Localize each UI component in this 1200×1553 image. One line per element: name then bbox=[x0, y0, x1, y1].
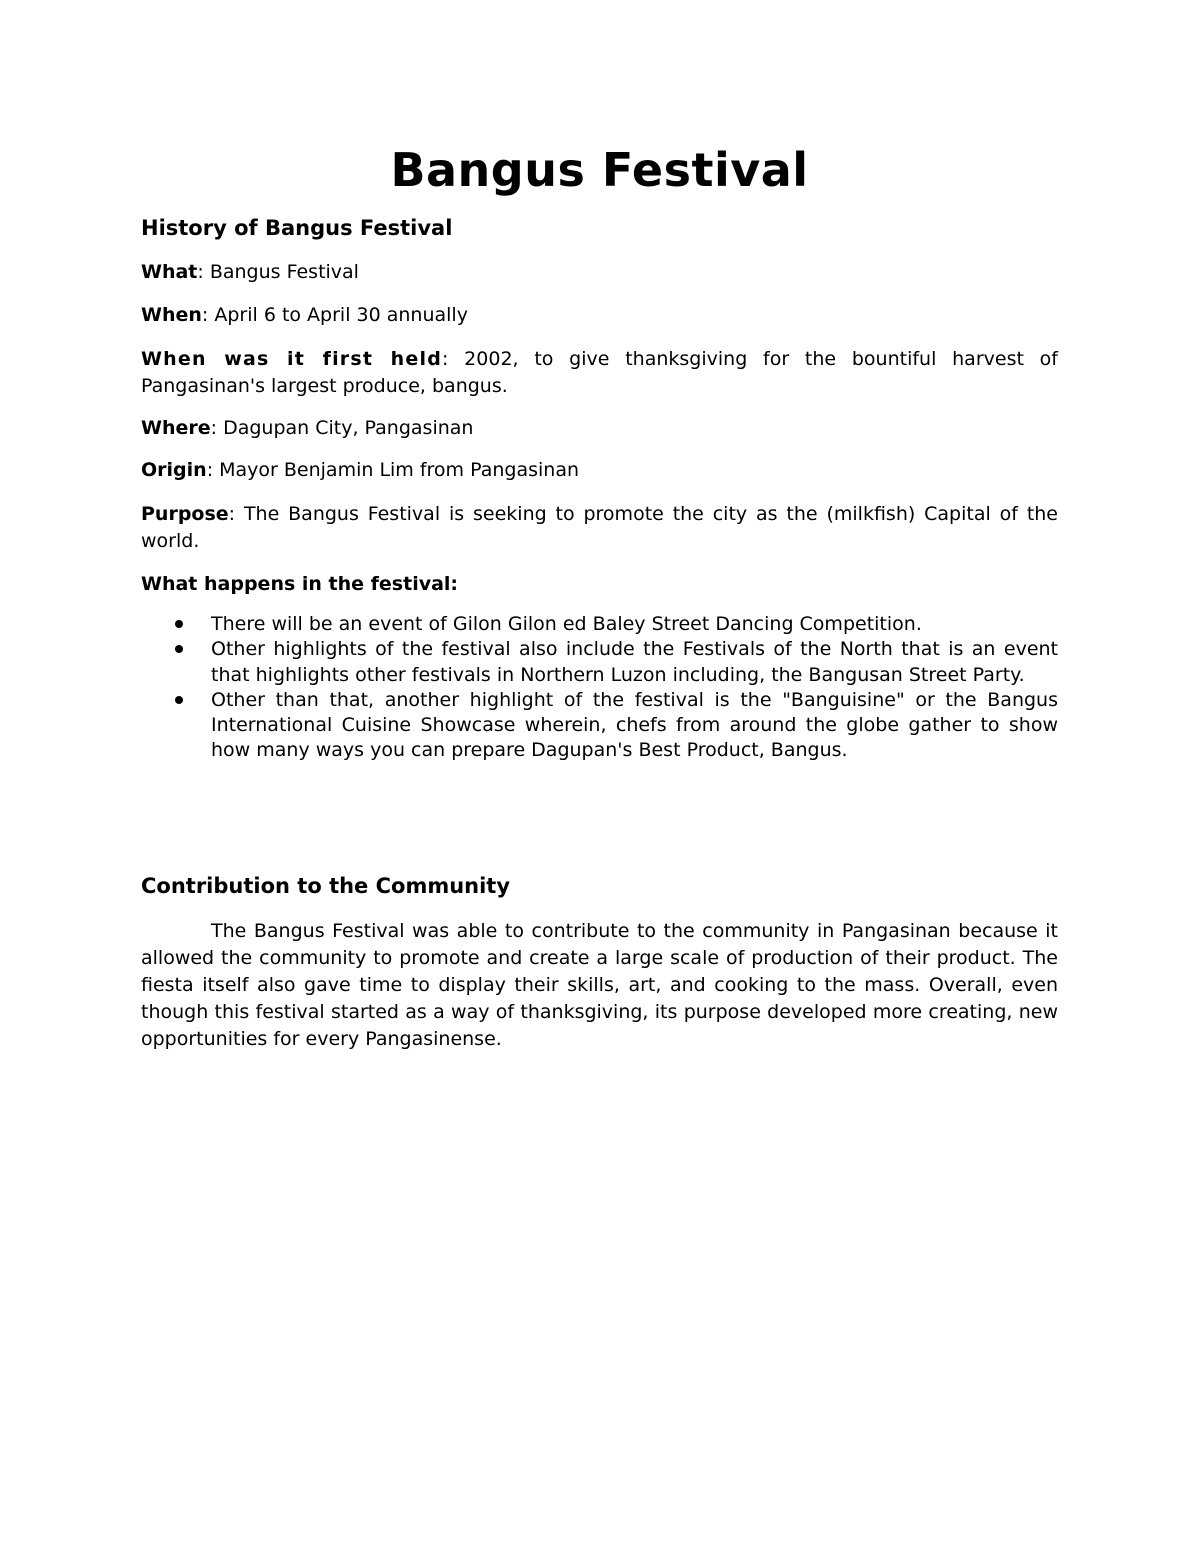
field-what bbox=[141, 259, 1058, 286]
field-purpose-label: Purpose bbox=[141, 503, 229, 525]
field-purpose bbox=[141, 501, 1058, 555]
contribution-heading: Contribution to the Community bbox=[141, 874, 511, 898]
field-what-value: : Bangus Festival bbox=[197, 261, 359, 283]
document-title: Bangus Festival bbox=[390, 143, 809, 197]
contribution-body: The Bangus Festival was able to contribute to the community in Pangasinan because it allowed the community to promote and create a large scale of production of their product. The fiesta itself also gave time to display their skills, art, and cooking to the mass. Overall, even though this festival started as a way of thanksgiving, its purpose developed more creating, new opportunities for every Pangasinense. bbox=[141, 920, 1058, 1050]
field-what-label: What bbox=[141, 261, 198, 283]
list-item-text: There will be an event of Gilon Gilon ed Baley Street Dancing Competition. bbox=[211, 613, 922, 635]
list-item-text: Other highlights of the festival also include the Festivals of the North that is an event that highlights other festivals in Northern Luzon including, the Bangusan Street Party. bbox=[211, 638, 1058, 686]
field-where-value: : Dagupan City, Pangasinan bbox=[210, 417, 474, 439]
bullet-icon bbox=[175, 645, 183, 653]
field-first-held-value: : 2002, to give thanksgiving for the bountiful harvest of Pangasinan's largest produce, bangus. bbox=[141, 348, 1058, 397]
field-origin bbox=[141, 457, 1058, 484]
list-item bbox=[141, 688, 1058, 764]
history-heading: History of Bangus Festival bbox=[141, 216, 453, 240]
field-when bbox=[141, 302, 1058, 329]
list-item-text: Other than that, another highlight of the festival is the "Banguisine" or the Bangus International Cuisine Showcase wherein, chefs from around the globe gather to show how many ways you can prepare Dagupan's Best Product, Bangus. bbox=[211, 688, 1058, 762]
bullet-icon bbox=[175, 620, 183, 628]
field-when-label: When bbox=[141, 304, 202, 326]
festival-events-list bbox=[141, 612, 1058, 764]
field-first-held bbox=[141, 346, 1058, 400]
field-first-held-label: When was it first held bbox=[141, 348, 443, 370]
field-origin-value: : Mayor Benjamin Lim from Pangasinan bbox=[206, 459, 580, 481]
field-where-label: Where bbox=[141, 417, 211, 439]
bullet-icon bbox=[175, 696, 183, 704]
field-purpose-value: : The Bangus Festival is seeking to promote the city as the (milkfish) Capital of the world. bbox=[141, 503, 1058, 552]
field-where bbox=[141, 415, 1058, 442]
field-origin-label: Origin bbox=[141, 459, 207, 481]
list-item bbox=[141, 637, 1058, 688]
field-when-value: : April 6 to April 30 annually bbox=[201, 304, 468, 326]
list-item bbox=[141, 612, 1058, 637]
happens-heading: What happens in the festival: bbox=[141, 573, 459, 595]
